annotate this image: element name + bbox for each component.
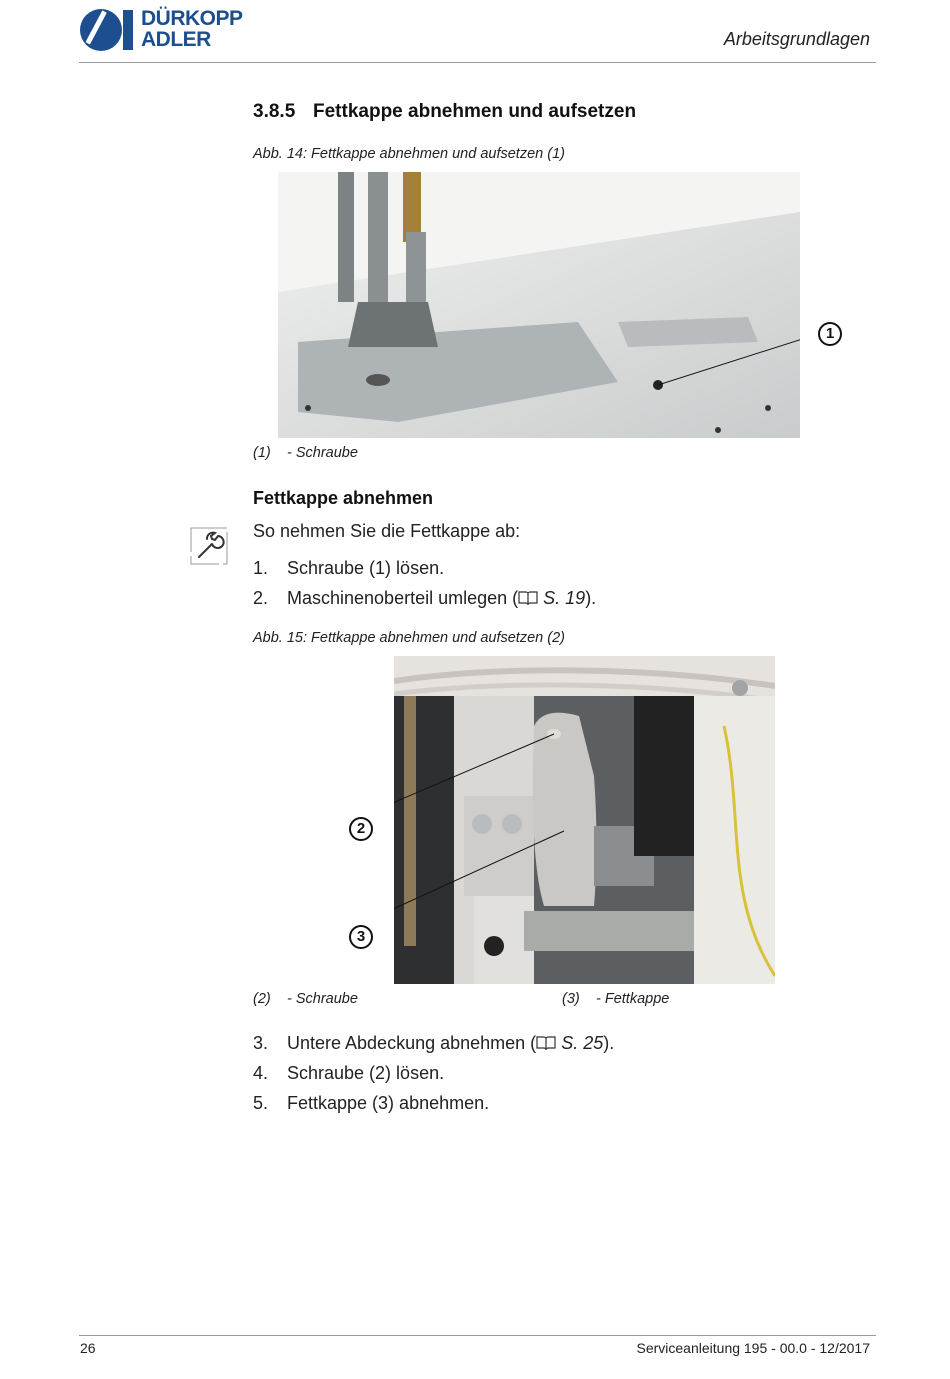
step-number: 4.: [253, 1063, 269, 1083]
book-reference-icon: [518, 590, 538, 611]
step-text: Fettkappe (3) abnehmen.: [287, 1093, 490, 1113]
brand-name: [141, 8, 243, 50]
header-section-title: Arbeitsgrundlagen: [723, 29, 870, 49]
legend-text: - Schraube: [287, 991, 358, 1007]
step-text: Schraube (2) lösen.: [287, 1063, 445, 1083]
step-4: [253, 1063, 444, 1084]
callout-1: 1: [818, 322, 842, 346]
step-1: [253, 558, 444, 579]
brand-line-2: ADLER: [141, 28, 211, 51]
logo-mark-icon: [79, 8, 135, 52]
step-text-end: ).: [603, 1033, 615, 1053]
step-number: 3.: [253, 1033, 269, 1053]
step-2: [253, 588, 596, 611]
legend-text: - Fettkappe: [596, 991, 670, 1007]
procedure-intro: So nehmen Sie die Fettkappe ab:: [253, 521, 521, 541]
figure-2-caption: Abb. 15: Fettkappe abnehmen und aufsetzen (2): [253, 630, 565, 646]
section-title: Fettkappe abnehmen und aufsetzen: [313, 101, 637, 122]
brand-line-1: DÜRKOPP: [141, 7, 243, 30]
legend-key: (3): [562, 991, 580, 1007]
legend-key: (2): [253, 991, 271, 1007]
step-text: Maschinenoberteil umlegen (: [287, 588, 519, 608]
book-reference-icon: [536, 1035, 556, 1056]
section-heading: [253, 101, 636, 123]
subsection-heading: Fettkappe abnehmen: [253, 488, 434, 508]
figure-1-caption: Abb. 14: Fettkappe abnehmen und aufsetzen (1): [253, 146, 565, 162]
step-3: [253, 1033, 614, 1056]
figure-2-legend-item: [562, 991, 669, 1007]
step-text: Untere Abdeckung abnehmen (: [287, 1033, 537, 1053]
sewing-machine-bed-image: [278, 172, 800, 438]
step-number: 5.: [253, 1093, 269, 1113]
callout-3: 3: [349, 925, 373, 949]
figure-1-legend-item: [253, 445, 358, 461]
callout-2: 2: [349, 817, 373, 841]
step-number: 1.: [253, 558, 269, 578]
page-reference-link[interactable]: S. 19: [543, 588, 586, 608]
section-number: 3.8.5: [253, 101, 296, 122]
legend-text: - Schraube: [287, 445, 358, 461]
step-text: Schraube (1) lösen.: [287, 558, 445, 578]
footer-divider: [79, 1335, 876, 1336]
figure-2-photo: [394, 656, 775, 984]
brand-logo: [79, 8, 279, 54]
page-number: 26: [80, 1340, 96, 1356]
figure-2-legend-item: [253, 991, 358, 1007]
header-divider: [79, 62, 876, 63]
legend-key: (1): [253, 445, 271, 461]
document-id: Serviceanleitung 195 - 00.0 - 12/2017: [636, 1340, 870, 1356]
step-text-end: ).: [585, 588, 597, 608]
figure-1-photo: [278, 172, 800, 438]
step-number: 2.: [253, 588, 269, 608]
machine-underside-image: [394, 656, 775, 984]
wrench-icon: [190, 527, 228, 565]
page-reference-link[interactable]: S. 25: [561, 1033, 604, 1053]
step-5: [253, 1093, 489, 1114]
